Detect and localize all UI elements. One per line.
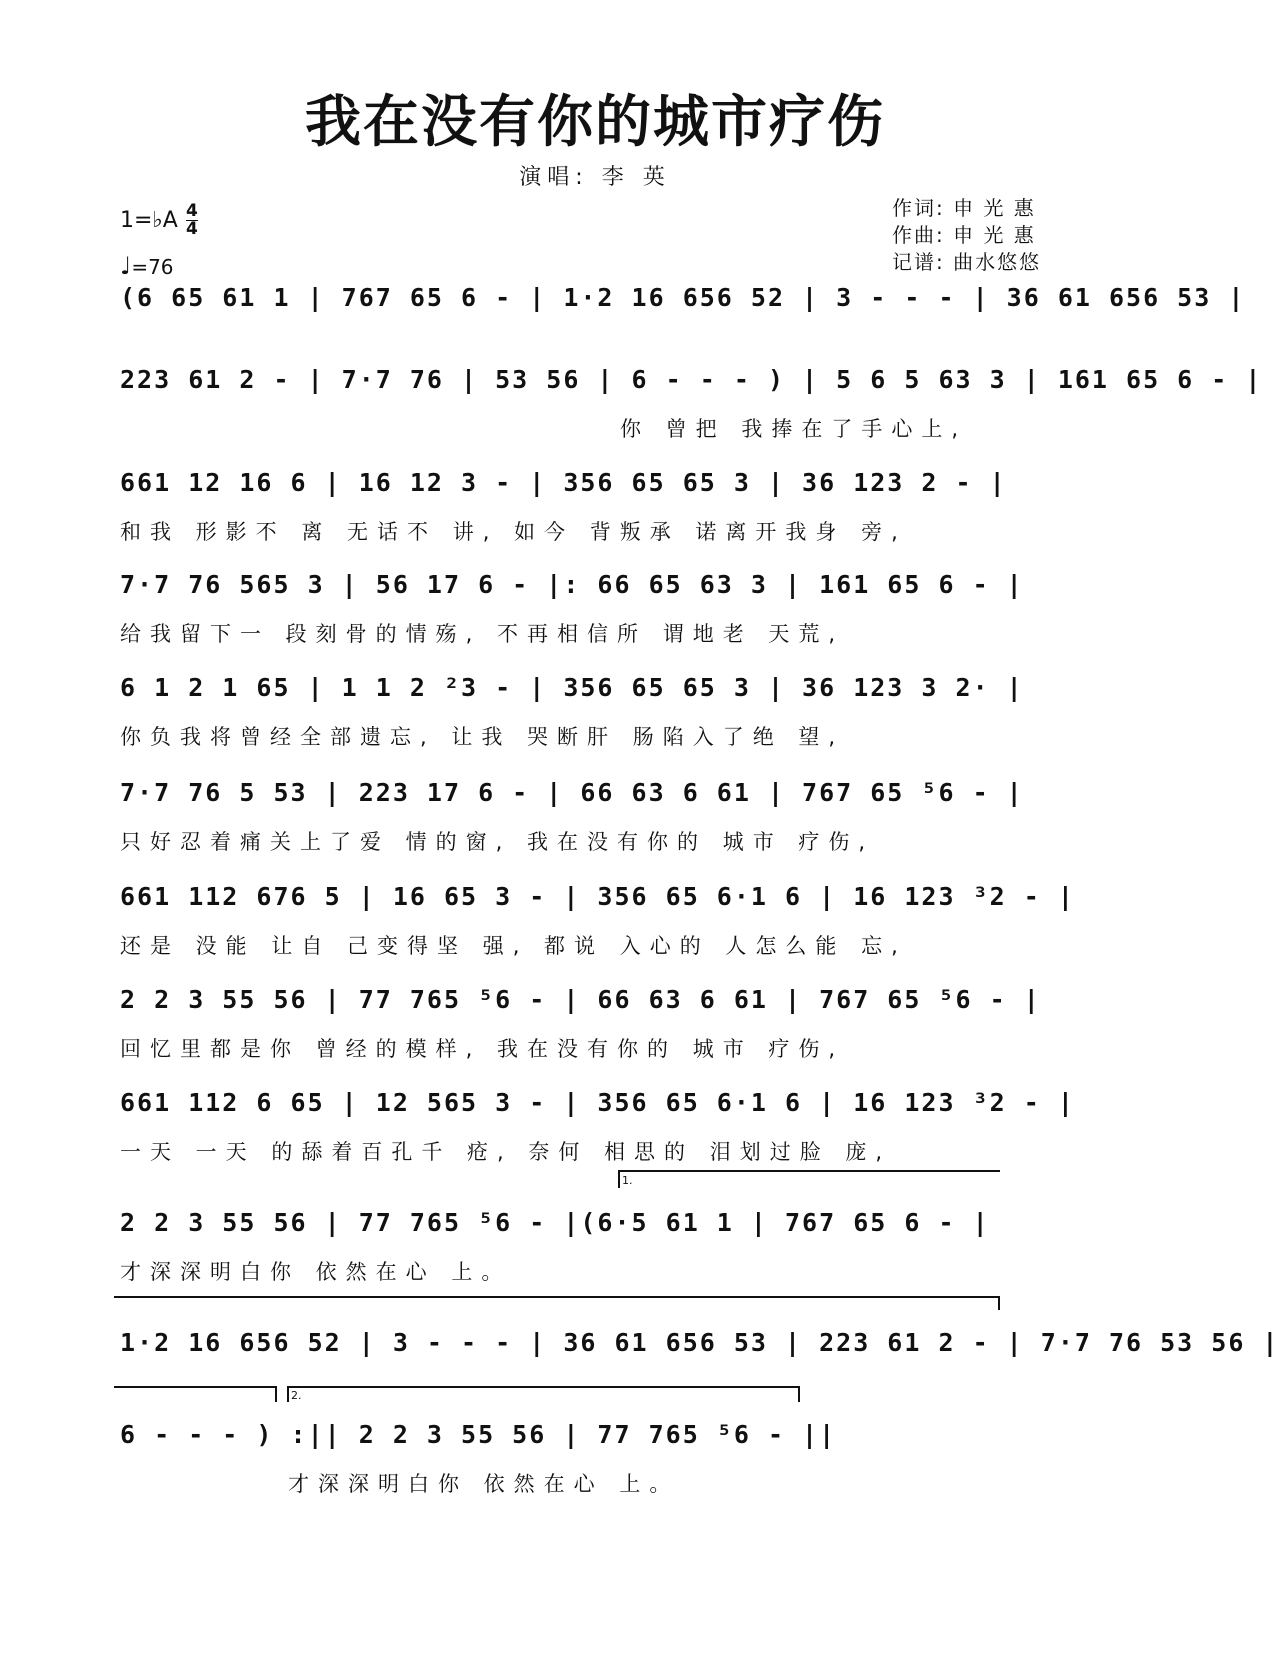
- notes-line: 661 112 676 5 | 16 65 3 - | 356 65 6·1 6 | 16 123 ³2 - |: [120, 882, 1075, 911]
- volta-bracket-2-edge: [287, 1386, 289, 1402]
- volta-1-end-edge: [275, 1386, 277, 1402]
- lyrics-line: 你 曾把 我捧在了手心上,: [620, 417, 968, 441]
- transcriber-credit: 记谱: 曲水悠悠: [892, 250, 1042, 274]
- notes-line: 661 112 6 65 | 12 565 3 - | 356 65 6·1 6 | 16 123 ³2 - |: [120, 1088, 1075, 1117]
- tempo-marking: [120, 252, 174, 280]
- volta-1-continuation: [114, 1296, 1000, 1298]
- lyricist-credit: 作词: 申 光 惠: [892, 196, 1036, 220]
- notes-line: 7·7 76 565 3 | 56 17 6 - |: 66 65 63 3 | 161 65 6 - |: [120, 570, 1024, 599]
- volta-bracket-1: [618, 1170, 1000, 1172]
- notes-line: 661 12 16 6 | 16 12 3 - | 356 65 65 3 | 36 123 2 - |: [120, 468, 1007, 497]
- notes-line: (6 65 61 1 | 767 65 6 - | 1·2 16 656 52 | 3 - - - | 36 61 656 53 |: [120, 283, 1246, 312]
- notes-line: 7·7 76 5 53 | 223 17 6 - | 66 63 6 61 | 767 65 ⁵6 - |: [120, 778, 1024, 807]
- volta-bracket-2: [287, 1386, 799, 1388]
- song-title: 我在没有你的城市疗伤: [305, 89, 885, 155]
- tempo-value: =76: [131, 255, 174, 279]
- composer-credit: 作曲: 申 光 惠: [892, 223, 1036, 247]
- lyrics-line: 回忆里都是你 曾经的模样, 我在没有你的 城市 疗伤,: [120, 1037, 845, 1061]
- lyrics-line: 还是 没能 让自 己变得坚 强, 都说 入心的 人怎么能 忘,: [120, 934, 907, 958]
- time-bottom: 4: [185, 219, 198, 239]
- volta-bracket-2-end: [798, 1386, 800, 1402]
- lyrics-line: 一天 一天 的舔着百孔千 疮, 奈何 相思的 泪划过脸 庞,: [120, 1140, 892, 1164]
- lyrics-line: 只好忍着痛关上了爱 情的窗, 我在没有你的 城市 疗伤,: [120, 830, 875, 854]
- lyrics-line: 才深深明白你 依然在心 上。: [120, 1260, 512, 1284]
- lyrics-line: 才深深明白你 依然在心 上。: [288, 1472, 680, 1496]
- volta-1-end: [114, 1386, 276, 1388]
- time-signature: [186, 203, 198, 238]
- volta-1-continuation-edge: [998, 1296, 1000, 1310]
- key-label: 1=♭A: [120, 208, 178, 233]
- notes-line: 2 2 3 55 56 | 77 765 ⁵6 - | 66 63 6 61 | 767 65 ⁵6 - |: [120, 985, 1041, 1014]
- lyrics-line: 和我 形影不 离 无话不 讲, 如今 背叛承 诺离开我身 旁,: [120, 520, 907, 544]
- lyrics-line: 给我留下一 段刻骨的情殇, 不再相信所 谓地老 天荒,: [120, 622, 845, 646]
- notes-line: 6 1 2 1 65 | 1 1 2 ²3 - | 356 65 65 3 | 36 123 3 2· |: [120, 673, 1024, 702]
- volta-2-label: 2.: [291, 1389, 302, 1402]
- quarter-note-icon: ♩: [120, 252, 132, 280]
- notes-line: 6 - - - ) :|| 2 2 3 55 56 | 77 765 ⁵6 - ||: [120, 1420, 837, 1449]
- time-top: 4: [185, 201, 198, 221]
- credits: [892, 195, 1041, 276]
- lyrics-line: 你负我将曾经全部遗忘, 让我 哭断肝 肠陷入了绝 望,: [120, 725, 845, 749]
- singer-credit: 演唱: 李 英: [519, 165, 671, 190]
- volta-1-label: 1.: [622, 1174, 633, 1187]
- notes-line: 2 2 3 55 56 | 77 765 ⁵6 - |(6·5 61 1 | 767 65 6 - |: [120, 1208, 990, 1237]
- notes-line: 1·2 16 656 52 | 3 - - - | 36 61 656 53 | 223 61 2 - | 7·7 76 53 56 |: [120, 1328, 1280, 1357]
- key-signature: [120, 203, 198, 238]
- notes-line: 223 61 2 - | 7·7 76 | 53 56 | 6 - - - ) | 5 6 5 63 3 | 161 65 6 - |: [120, 365, 1263, 394]
- volta-bracket-1-edge: [618, 1170, 620, 1188]
